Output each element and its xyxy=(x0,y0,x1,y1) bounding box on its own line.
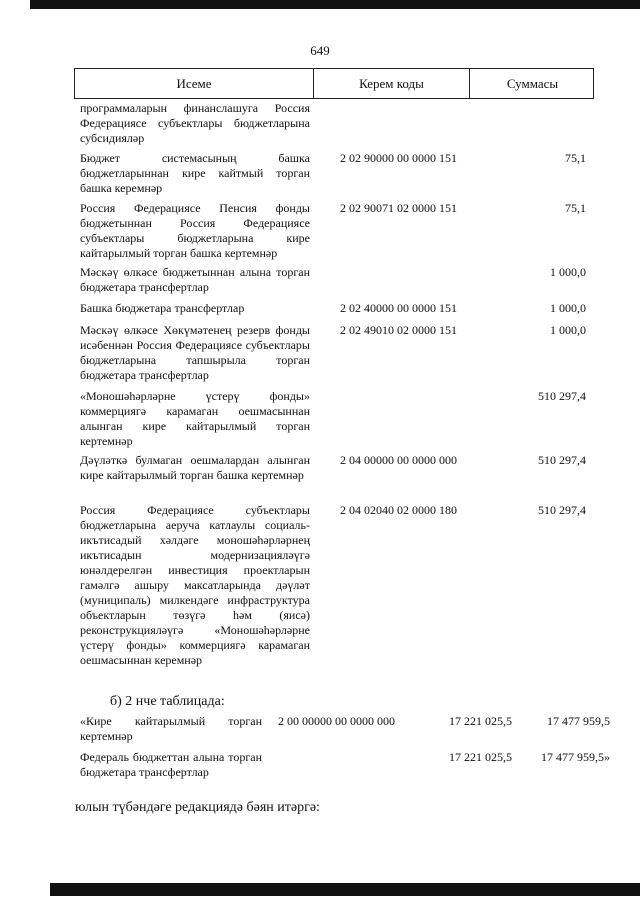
row-sum: 510 297,4 xyxy=(538,453,586,467)
header-sum: Суммасы xyxy=(506,76,559,91)
table2-sum-second: 17 477 959,5» xyxy=(541,750,610,764)
scan-top-border xyxy=(30,0,640,9)
row-name: Бюджет системасының башка бюджетларыннан кире кайтмый торган башка керемнәр xyxy=(80,151,310,195)
scan-bottom-border xyxy=(50,883,640,896)
row-code: 2 02 40000 00 0000 151 xyxy=(340,301,457,315)
row-sum: 75,1 xyxy=(565,201,586,215)
row-sum: 1 000,0 xyxy=(550,301,586,315)
revenue-table xyxy=(74,68,594,667)
row-name: «Моношәһәрләрне үстерү фонды» коммерциягә карамаган оешмасыннан алынган кире кайтарылмый торган кертемнәр xyxy=(80,389,310,448)
row-name: Мәскәү өлкәсе Хөкүмәтенең резерв фонды исәбеннән Россия Федерациясе субъектлары бюджетларына тапшырыла торган бюджетара трансфертлар xyxy=(80,323,310,382)
row-code: 2 04 00000 00 0000 000 xyxy=(340,453,457,467)
row-code: 2 02 90071 02 0000 151 xyxy=(340,201,457,215)
row-name: Дәүләткә булмаган оешмалардан алынган кире кайтарылмый торган башка кертемнәр xyxy=(80,453,310,482)
table2-sum-second: 17 477 959,5 xyxy=(547,714,610,728)
row-sum: 510 297,4 xyxy=(538,503,586,517)
table-header xyxy=(74,68,594,99)
row-name: Мәскәү өлкәсе бюджетыннан алына торган бюджетара трансфертлар xyxy=(80,265,310,294)
table2-sum-first: 17 221 025,5 xyxy=(449,750,512,764)
table2-name: «Кире кайтарылмый торган кертемнәр xyxy=(80,714,262,743)
subtable-caption: б) 2 нче таблицада: xyxy=(110,694,225,709)
row-sum: 510 297,4 xyxy=(538,389,586,403)
table2-code: 2 00 00000 00 0000 000 xyxy=(278,714,395,728)
row-code: 2 04 02040 02 0000 180 xyxy=(340,503,457,517)
header-name: Исеме xyxy=(75,69,314,98)
row-sum: 1 000,0 xyxy=(550,265,586,279)
closing-text: юлын түбәндәге редакциядә бәян итәргә: xyxy=(75,800,320,815)
table2-sum-first: 17 221 025,5 xyxy=(449,714,512,728)
header-code: Керем коды xyxy=(314,69,470,98)
row-name: Россия Федерациясе субъектлары бюджетларына аеруча катлаулы социаль-икътисадый хәлдәге моношәһәрләрнең икътисадын модернизацияләүгә юнәлдерелгән инвестиция проектларын гамәлгә ашыру максатларында дәүләт (муниципаль) милкендәге инфраструктура объектларын төзүгә һәм (яисә) реконструкцияләүгә «Моношәһәрләрне үстерү фонды» коммерциягә карамаган оешмасыннан керемнәр xyxy=(80,503,310,667)
row-sum: 75,1 xyxy=(565,151,586,165)
row-name: программаларын финанслашуга Россия Федерациясе субъектлары бюджетларына субсидияләр xyxy=(80,101,310,145)
row-code: 2 02 49010 02 0000 151 xyxy=(340,323,457,337)
table2-name: Федераль бюджеттан алына торган бюджетара трансфертлар xyxy=(80,750,262,779)
page-number: 649 xyxy=(310,43,330,58)
row-sum: 1 000,0 xyxy=(550,323,586,337)
row-name: Россия Федерациясе Пенсия фонды бюджетыннан Россия Федерациясе субъектлары бюджетларына кире кайтарылмый торган башка кертемнәр xyxy=(80,201,310,260)
row-code: 2 02 90000 00 0000 151 xyxy=(340,151,457,165)
row-name: Башка бюджетара трансфертлар xyxy=(80,301,245,315)
